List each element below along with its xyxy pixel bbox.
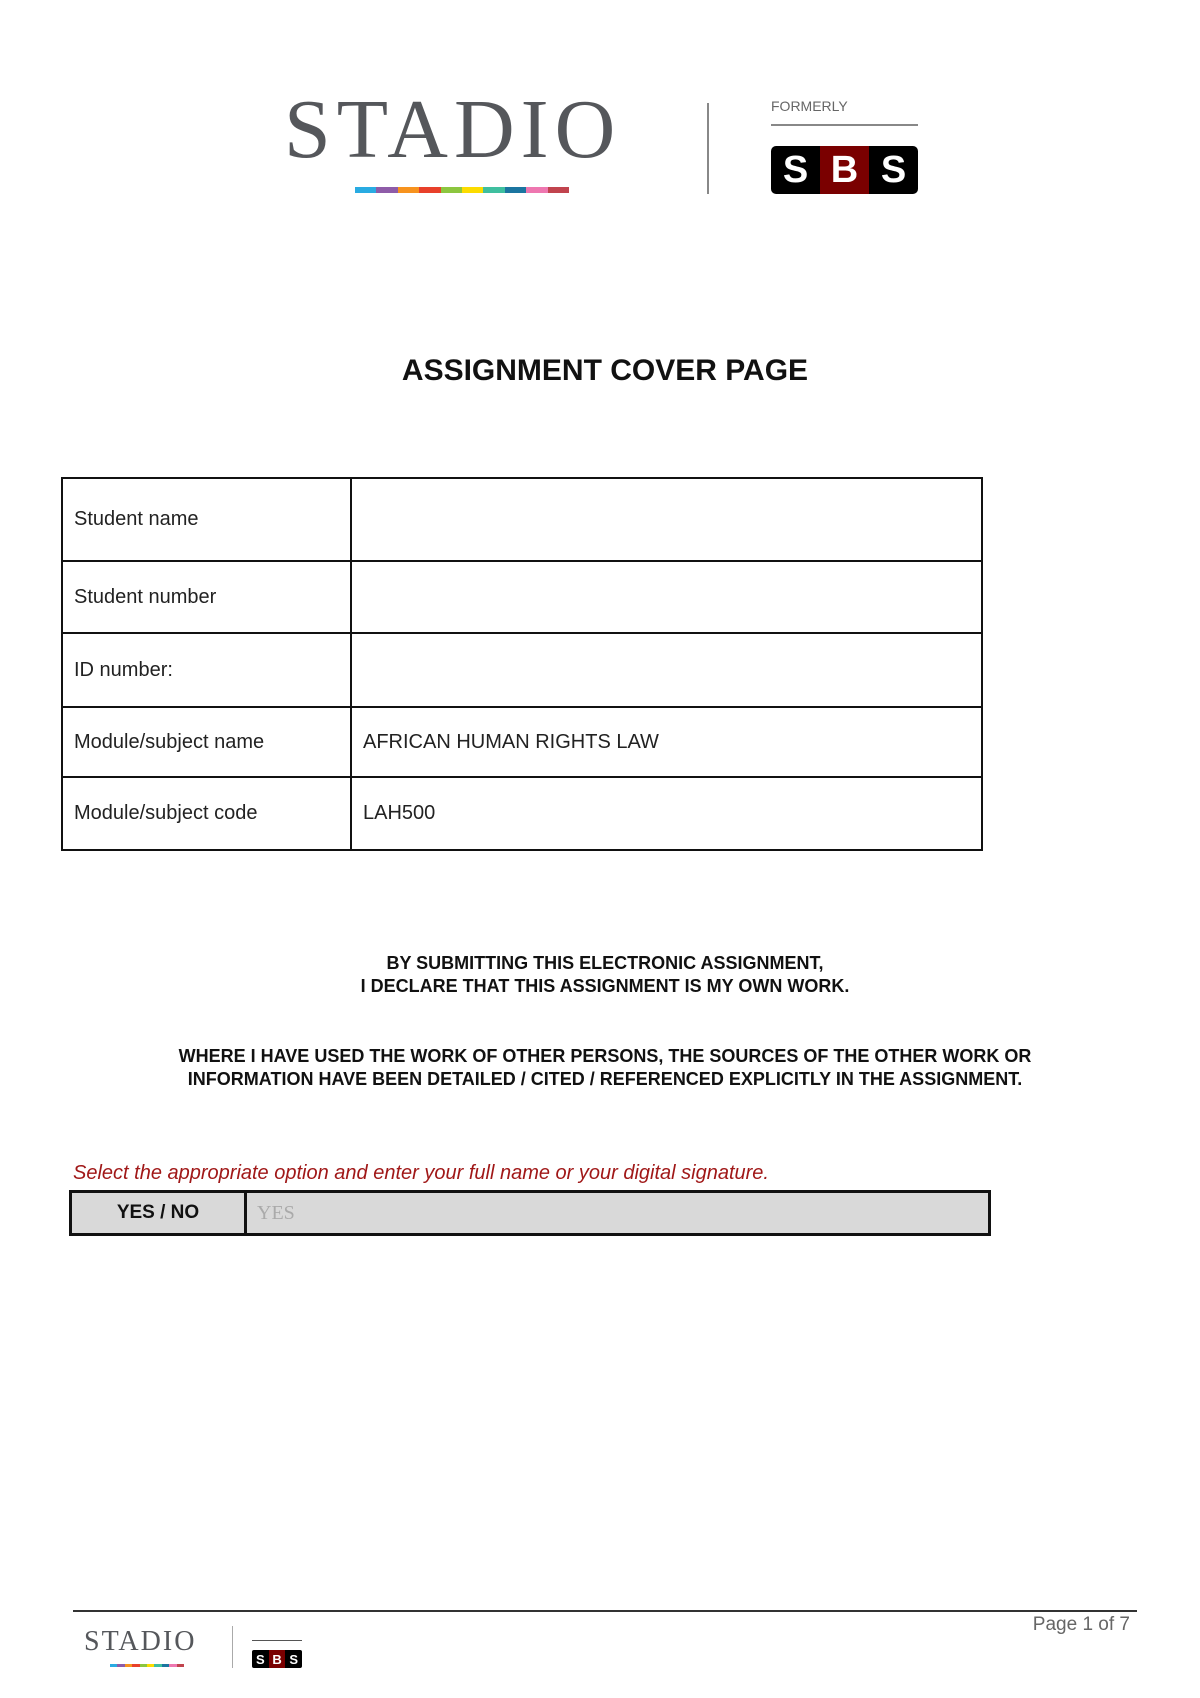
color-bar-segment: [462, 187, 483, 193]
module-code-field[interactable]: LAH500: [351, 777, 982, 850]
color-bar-segment: [110, 1664, 117, 1667]
yes-no-input[interactable]: YES: [257, 1201, 295, 1224]
yes-no-label: YES / NO: [72, 1193, 247, 1233]
logo-divider: [707, 103, 709, 194]
color-bar-segment: [441, 187, 462, 193]
sbs-letter: S: [880, 148, 907, 191]
sbs-letter: S: [256, 1651, 265, 1667]
color-bar-segment: [132, 1664, 139, 1667]
page-number: Page 1 of 7: [1032, 1614, 1130, 1635]
module-name-field[interactable]: AFRICAN HUMAN RIGHTS LAW: [351, 707, 982, 777]
color-bar-segment: [483, 187, 504, 193]
color-bar-segment: [177, 1664, 184, 1667]
declaration-line: WHERE I HAVE USED THE WORK OF OTHER PERSONS, THE SOURCES OF THE OTHER WORK OR: [178, 1046, 1032, 1066]
declaration-line: BY SUBMITTING THIS ELECTRONIC ASSIGNMENT,: [386, 953, 824, 973]
footer-stadio-text: STADIO: [84, 1626, 197, 1657]
row-label: Module/subject code: [62, 777, 351, 850]
table-row: [62, 633, 982, 707]
color-bar-segment: [154, 1664, 161, 1667]
color-bar-segment: [526, 187, 547, 193]
stadio-logo-text: STADIO: [284, 83, 622, 176]
id-number-field[interactable]: [351, 633, 982, 707]
color-bar-segment: [355, 187, 376, 193]
footer-rule: [73, 1610, 1137, 1612]
color-bar-segment: [169, 1664, 176, 1667]
color-bar-segment: [419, 187, 440, 193]
color-bar-segment: [125, 1664, 132, 1667]
formerly-label: FORMERLY: [771, 98, 848, 114]
color-bar-segment: [117, 1664, 124, 1667]
footer-formerly-rule: [252, 1640, 302, 1641]
student-info-table: [61, 477, 983, 851]
sbs-letter: B: [820, 146, 869, 194]
color-bar-segment: [140, 1664, 147, 1667]
row-label: ID number:: [62, 633, 351, 707]
color-bar-segment: [398, 187, 419, 193]
yes-no-row: [69, 1190, 991, 1236]
stadio-color-bar: [355, 187, 569, 193]
sbs-letter: S: [782, 148, 809, 191]
row-label: Student name: [62, 478, 351, 561]
table-row: [62, 561, 982, 633]
footer-sbs-logo: [252, 1650, 302, 1668]
color-bar-segment: [162, 1664, 169, 1667]
formerly-rule: [771, 124, 918, 126]
sbs-letter: B: [269, 1650, 286, 1668]
color-bar-segment: [505, 187, 526, 193]
sbs-logo: [771, 146, 918, 194]
row-label: Module/subject name: [62, 707, 351, 777]
table-row: [62, 707, 982, 777]
footer-logo-divider: [232, 1626, 233, 1668]
footer-logo: [84, 1622, 314, 1672]
declaration-line: I DECLARE THAT THIS ASSIGNMENT IS MY OWN WORK.: [360, 976, 850, 996]
header-logo: [0, 0, 1200, 210]
table-row: [62, 478, 982, 561]
instruction-text: Select the appropriate option and enter your full name or your digital signature.: [73, 1162, 769, 1184]
sbs-letter: S: [289, 1651, 299, 1667]
color-bar-segment: [147, 1664, 154, 1667]
student-number-field[interactable]: [351, 561, 982, 633]
color-bar-segment: [376, 187, 397, 193]
color-bar-segment: [548, 187, 569, 193]
row-label: Student number: [62, 561, 351, 633]
declaration-line: INFORMATION HAVE BEEN DETAILED / CITED / REFERENCED EXPLICITLY IN THE ASSIGNMENT.: [187, 1069, 1023, 1089]
footer-color-bar: [110, 1664, 184, 1667]
table-row: [62, 777, 982, 850]
page-title: ASSIGNMENT COVER PAGE: [401, 354, 809, 387]
student-name-field[interactable]: [351, 478, 982, 561]
